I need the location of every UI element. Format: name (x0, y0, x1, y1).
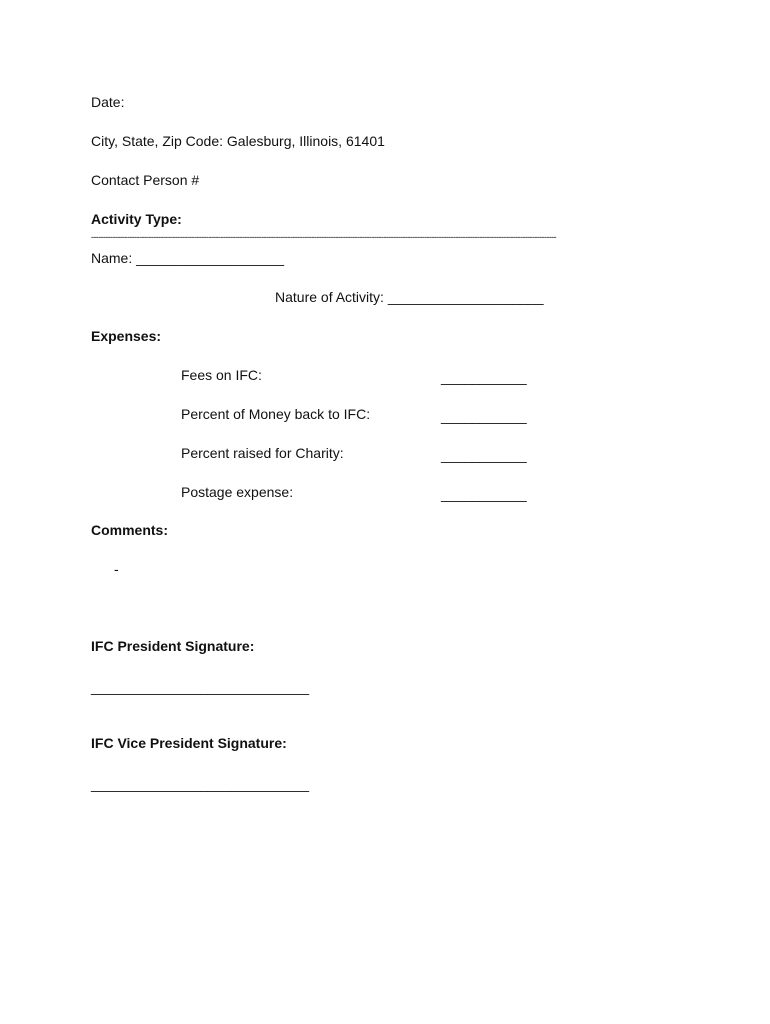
comment-bullet: - (114, 561, 119, 577)
name-field-line: Name: ___________________ (91, 250, 285, 266)
activity-type-label: Activity Type: (91, 211, 182, 227)
expense-label-charity: Percent raised for Charity: (181, 445, 344, 461)
date-label: Date: (91, 94, 125, 110)
vice-president-signature-line: ____________________________ (91, 776, 310, 792)
contact-person-label: Contact Person # (91, 172, 200, 188)
expense-blank-percent-back: ___________ (441, 408, 527, 424)
vice-president-signature-label: IFC Vice President Signature: (91, 735, 287, 751)
expense-blank-charity: ___________ (441, 447, 527, 463)
expenses-label: Expenses: (91, 328, 162, 344)
president-signature-label: IFC President Signature: (91, 638, 255, 654)
president-signature-line: ____________________________ (91, 679, 310, 695)
expense-label-percent-back: Percent of Money back to IFC: (181, 406, 371, 422)
nature-of-activity-line: Nature of Activity: ____________________ (275, 289, 544, 305)
expense-label-postage: Postage expense: (181, 484, 294, 500)
comments-label: Comments: (91, 522, 169, 538)
city-state-zip-line: City, State, Zip Code: Galesburg, Illinois, 61401 (91, 133, 385, 149)
expense-label-fees: Fees on IFC: (181, 367, 262, 383)
expense-blank-postage: ___________ (441, 486, 527, 502)
expense-blank-fees: ___________ (441, 369, 527, 385)
separator-line: -------------------------------------------------------------------------------------------------------------------------------------------------------------------------------------------------- (91, 232, 557, 242)
